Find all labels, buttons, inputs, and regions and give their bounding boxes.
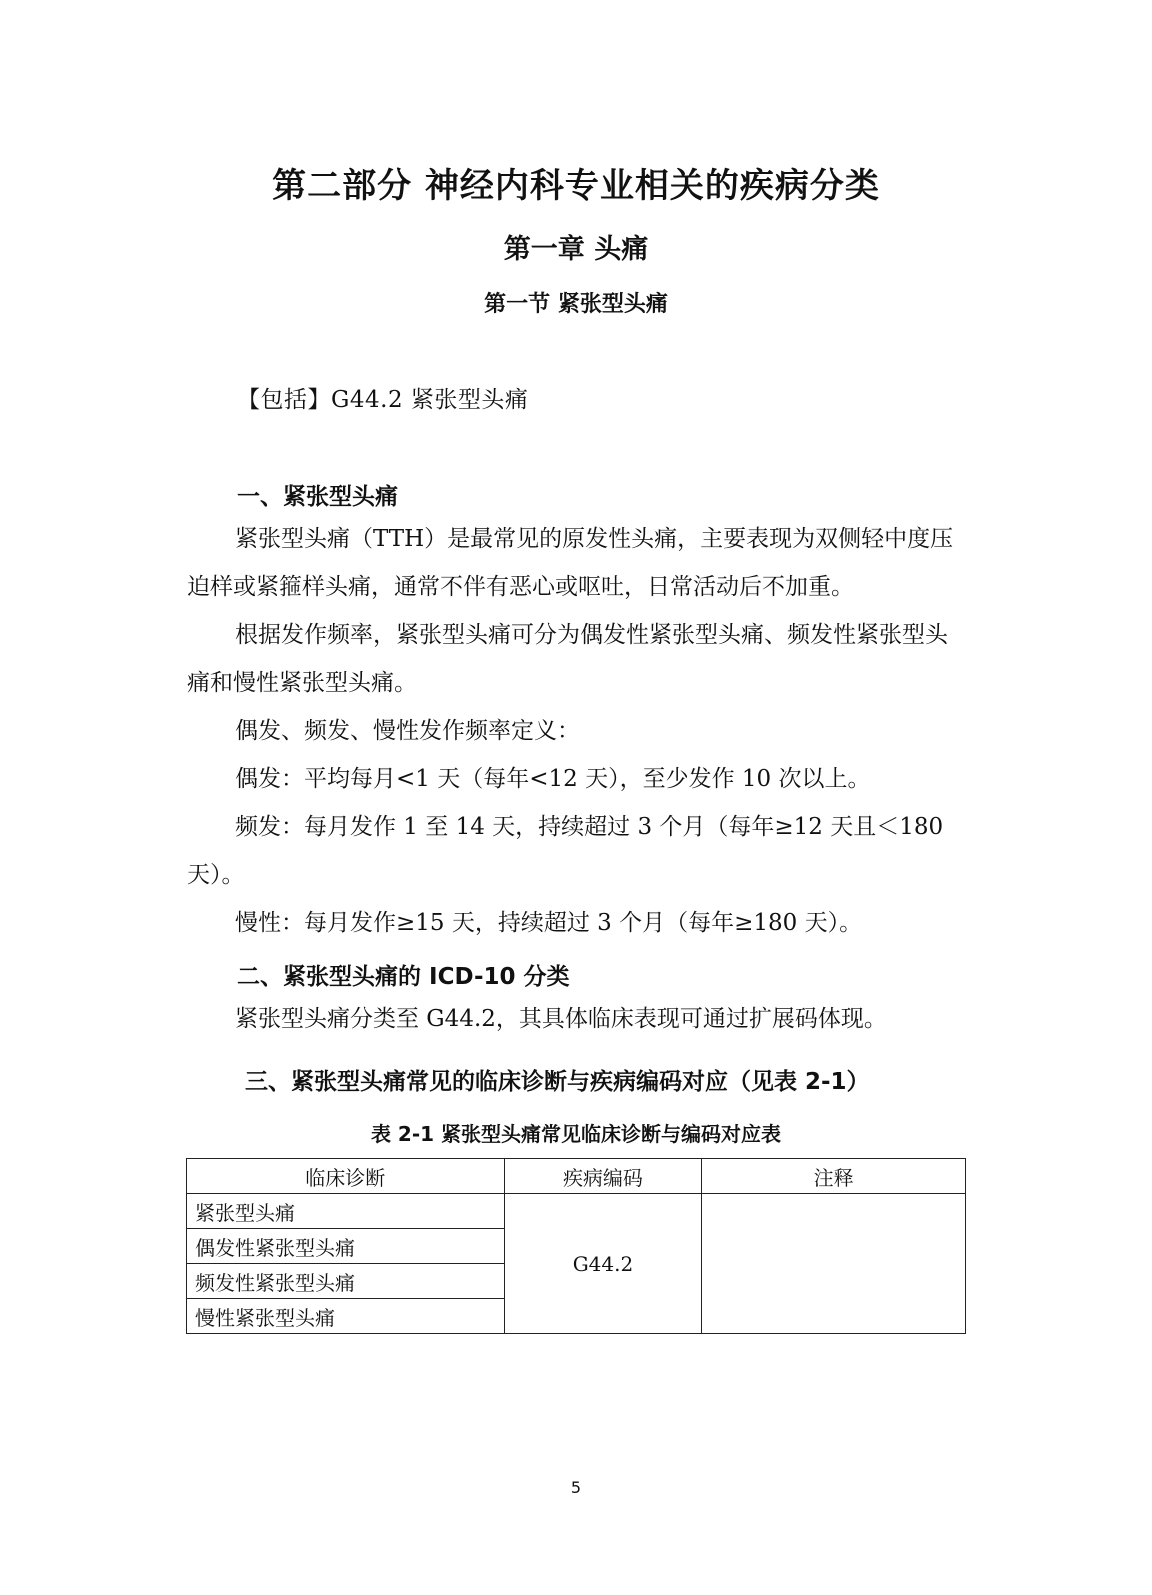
paragraph-1: 紧张型头痛（TTH）是最常见的原发性头痛，主要表现为双侧轻中度压迫样或紧箍样头痛，通常不伴有恶心或呕吐，日常活动后不加重。 <box>187 526 954 600</box>
page-number: 5 <box>570 1478 582 1497</box>
diagnosis-cell: 频发性紧张型头痛 <box>187 1264 505 1299</box>
diagnosis-code-table <box>186 1158 966 1334</box>
heading-3: 三、紧张型头痛常见的临床诊断与疾病编码对应（见表 2-1） <box>245 1069 870 1095</box>
note-cell <box>702 1194 966 1334</box>
code-cell: G44.2 <box>504 1194 702 1334</box>
paragraph-7: 紧张型头痛分类至 G44.2，其具体临床表现可通过扩展码体现。 <box>235 1006 887 1032</box>
paragraph-3: 偶发、频发、慢性发作频率定义： <box>235 718 580 744</box>
part-title: 第二部分 神经内科专业相关的疾病分类 <box>272 166 880 206</box>
paragraph-4: 偶发：平均每月<1 天（每年<12 天），至少发作 10 次以上。 <box>235 766 871 792</box>
heading-2: 二、紧张型头痛的 ICD-10 分类 <box>237 964 570 990</box>
paragraph-2: 根据发作频率，紧张型头痛可分为偶发性紧张型头痛、频发性紧张型头痛和慢性紧张型头痛。 <box>187 622 948 696</box>
paragraph-5: 频发：每月发作 1 至 14 天，持续超过 3 个月（每年≥12 天且＜180 天）。 <box>187 814 944 888</box>
table-caption: 表 2-1 紧张型头痛常见临床诊断与编码对应表 <box>370 1122 782 1146</box>
diagnosis-cell: 慢性紧张型头痛 <box>187 1299 505 1334</box>
header-notes: 注释 <box>702 1159 966 1194</box>
header-disease-code: 疾病编码 <box>504 1159 702 1194</box>
header-clinical-diagnosis: 临床诊断 <box>187 1159 505 1194</box>
includes-line: 【包括】G44.2 紧张型头痛 <box>237 387 529 413</box>
chapter-title: 第一章 头痛 <box>503 234 649 265</box>
table-header-row <box>187 1159 966 1194</box>
section-title: 第一节 紧张型头痛 <box>484 292 668 317</box>
heading-1: 一、紧张型头痛 <box>237 484 398 510</box>
paragraph-6: 慢性：每月发作≥15 天，持续超过 3 个月（每年≥180 天）。 <box>235 910 863 936</box>
diagnosis-cell: 偶发性紧张型头痛 <box>187 1229 505 1264</box>
diagnosis-cell: 紧张型头痛 <box>187 1194 505 1229</box>
table-row <box>187 1194 966 1229</box>
